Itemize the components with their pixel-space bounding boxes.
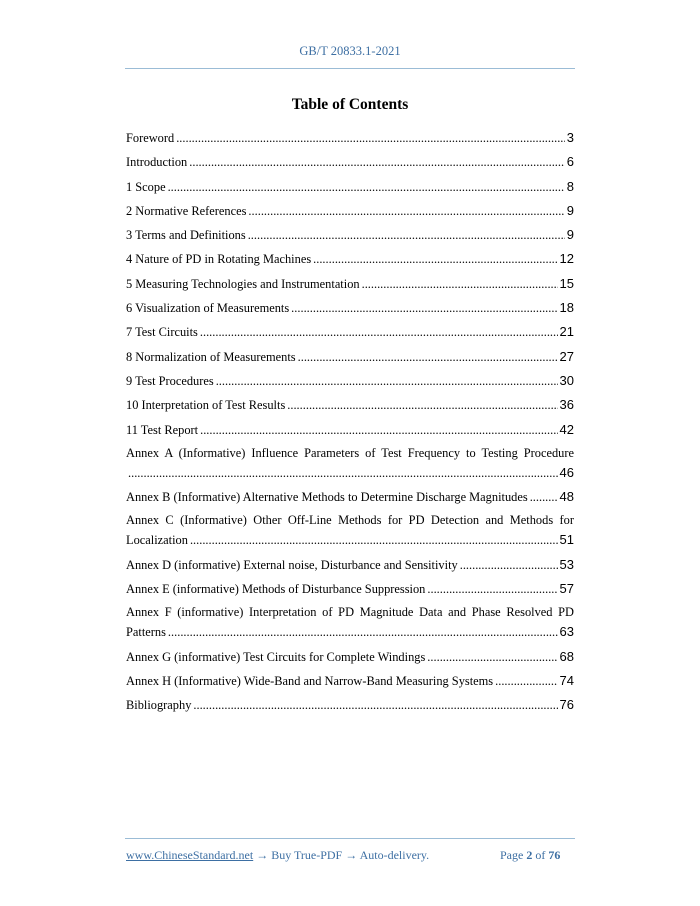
dot-leader bbox=[200, 323, 558, 342]
toc-entry-annex-d[interactable] bbox=[126, 555, 574, 575]
toc-entry-bibliography[interactable] bbox=[126, 695, 574, 715]
footer-divider bbox=[125, 838, 575, 839]
dot-leader bbox=[193, 696, 557, 715]
dot-leader bbox=[495, 672, 557, 691]
toc-entry-title: 9 Test Procedures bbox=[126, 373, 214, 388]
dot-leader bbox=[427, 580, 557, 599]
dot-leader bbox=[168, 178, 565, 197]
dot-leader bbox=[216, 372, 558, 391]
toc-entry-annex-g[interactable] bbox=[126, 647, 574, 667]
toc-entry-annex-h[interactable] bbox=[126, 671, 574, 691]
toc-entry-foreword[interactable] bbox=[126, 128, 574, 148]
toc-entry-introduction[interactable] bbox=[126, 152, 574, 172]
toc-entry-page: 3 bbox=[566, 130, 574, 145]
dot-leader bbox=[530, 488, 558, 507]
toc-entry-page: 30 bbox=[559, 372, 574, 388]
dot-leader bbox=[291, 299, 557, 318]
toc-entry-test-procedures[interactable] bbox=[126, 371, 574, 391]
toc-entry-page: 53 bbox=[559, 556, 574, 572]
toc-entry-page: 36 bbox=[559, 397, 574, 413]
toc-entry-title: Annex G (informative) Test Circuits for Complete Windings bbox=[126, 649, 426, 664]
toc-entry-normative-references[interactable] bbox=[126, 201, 574, 221]
toc-entry-title: 5 Measuring Technologies and Instrumentation bbox=[126, 276, 360, 291]
toc-entry-test-circuits[interactable] bbox=[126, 322, 574, 342]
toc-entry-title: Annex C (Informative) Other Off-Line Methods for PD Detection and Methods for bbox=[126, 513, 574, 528]
toc-entry-page: 15 bbox=[559, 275, 574, 291]
toc-entry-title: Annex F (informative) Interpretation of PD Magnitude Data and Phase Resolved PD bbox=[126, 605, 574, 620]
toc-entry-title: Bibliography bbox=[126, 698, 192, 713]
toc-entry-page: 8 bbox=[566, 178, 574, 194]
toc-entry-title: 6 Visualization of Measurements bbox=[126, 301, 290, 316]
arrow-right-icon: → bbox=[345, 848, 358, 862]
toc-entry-annex-e[interactable] bbox=[126, 579, 574, 599]
toc-entry-title: 7 Test Circuits bbox=[126, 325, 198, 340]
total-pages: 76 bbox=[548, 848, 561, 862]
dot-leader bbox=[427, 648, 557, 667]
toc-entry-title: Annex A (Informative) Influence Parameters of Test Frequency to Testing Procedure bbox=[126, 445, 574, 460]
table-of-contents bbox=[126, 128, 574, 720]
dot-leader bbox=[190, 531, 558, 550]
toc-entry-title: 3 Terms and Definitions bbox=[126, 228, 246, 243]
toc-entry-title: 8 Normalization of Measurements bbox=[126, 349, 296, 364]
page-label: Page bbox=[500, 848, 524, 862]
toc-entry-page: 74 bbox=[559, 672, 574, 688]
arrow-right-icon: → bbox=[256, 848, 269, 862]
header-divider bbox=[125, 68, 575, 69]
toc-entry-scope[interactable] bbox=[126, 177, 574, 197]
toc-entry-page: 18 bbox=[559, 300, 574, 316]
dot-leader bbox=[313, 250, 557, 269]
dot-leader bbox=[176, 129, 565, 148]
dot-leader bbox=[128, 464, 558, 483]
toc-entry-title: 4 Nature of PD in Rotating Machines bbox=[126, 252, 312, 267]
toc-entry-page: 42 bbox=[559, 421, 574, 437]
toc-heading: Table of Contents bbox=[291, 96, 409, 113]
dot-leader bbox=[248, 226, 565, 245]
toc-entry-title: 1 Scope bbox=[126, 179, 166, 194]
toc-entry-page: 48 bbox=[559, 489, 574, 505]
toc-entry-page: 76 bbox=[559, 697, 574, 713]
toc-entry-page: 9 bbox=[566, 227, 574, 243]
dot-leader bbox=[298, 348, 558, 367]
dot-leader bbox=[287, 396, 557, 415]
toc-entry-page: 6 bbox=[566, 154, 574, 170]
dot-leader bbox=[362, 275, 558, 294]
dot-leader bbox=[460, 556, 558, 575]
current-page-number: 2 bbox=[526, 848, 533, 862]
page-counter bbox=[500, 848, 560, 863]
toc-entry-page: 63 bbox=[559, 624, 574, 640]
toc-entry-annex-a[interactable] bbox=[126, 444, 574, 483]
toc-entry-page: 57 bbox=[559, 581, 574, 597]
toc-entry-page: 27 bbox=[559, 348, 574, 364]
toc-entry-title: Annex H (Informative) Wide-Band and Narrow-Band Measuring Systems bbox=[126, 673, 494, 688]
toc-entry-page: 68 bbox=[559, 648, 574, 664]
toc-entry-title: Annex D (informative) External noise, Disturbance and Sensitivity bbox=[126, 557, 458, 572]
toc-entry-title: Introduction bbox=[126, 155, 188, 170]
website-link[interactable]: www.ChineseStandard.net bbox=[126, 848, 254, 862]
buy-pdf-link[interactable]: Buy True-PDF bbox=[271, 848, 343, 862]
toc-entry-nature-of-pd[interactable] bbox=[126, 249, 574, 269]
toc-entry-title: Foreword bbox=[126, 131, 175, 145]
toc-entry-visualization[interactable] bbox=[126, 298, 574, 318]
dot-leader bbox=[248, 202, 564, 221]
toc-entry-normalization[interactable] bbox=[126, 347, 574, 367]
footer-links bbox=[126, 848, 429, 863]
auto-delivery-text: Auto-delivery. bbox=[359, 848, 430, 862]
toc-entry-annex-f[interactable] bbox=[126, 603, 574, 642]
toc-entry-title-cont: Patterns bbox=[126, 625, 166, 640]
dot-leader bbox=[168, 623, 558, 642]
dot-leader bbox=[189, 153, 565, 172]
toc-entry-page: 51 bbox=[559, 532, 574, 548]
dot-leader bbox=[200, 421, 557, 440]
toc-entry-title: Annex B (Informative) Alternative Methods to Determine Discharge Magnitudes bbox=[126, 490, 528, 505]
toc-entry-annex-c[interactable] bbox=[126, 511, 574, 550]
toc-entry-test-report[interactable] bbox=[126, 420, 574, 440]
toc-entry-title-cont: Localization bbox=[126, 533, 188, 548]
toc-entry-page: 46 bbox=[559, 464, 574, 480]
toc-entry-title: 10 Interpretation of Test Results bbox=[126, 398, 286, 413]
toc-entry-page: 21 bbox=[559, 324, 574, 340]
toc-entry-title: 2 Normative References bbox=[126, 203, 247, 218]
toc-entry-page: 9 bbox=[566, 202, 574, 218]
toc-entry-title: 11 Test Report bbox=[126, 422, 199, 437]
toc-entry-page: 12 bbox=[559, 251, 574, 267]
toc-entry-measuring-technologies[interactable] bbox=[126, 274, 574, 294]
toc-entry-annex-b[interactable] bbox=[126, 487, 574, 507]
of-label: of bbox=[535, 848, 546, 862]
toc-entry-title: Annex E (informative) Methods of Disturbance Suppression bbox=[126, 582, 426, 597]
toc-entry-interpretation[interactable] bbox=[126, 395, 574, 415]
toc-entry-terms-definitions[interactable] bbox=[126, 225, 574, 245]
document-id-header: GB/T 20833.1-2021 bbox=[299, 44, 401, 58]
